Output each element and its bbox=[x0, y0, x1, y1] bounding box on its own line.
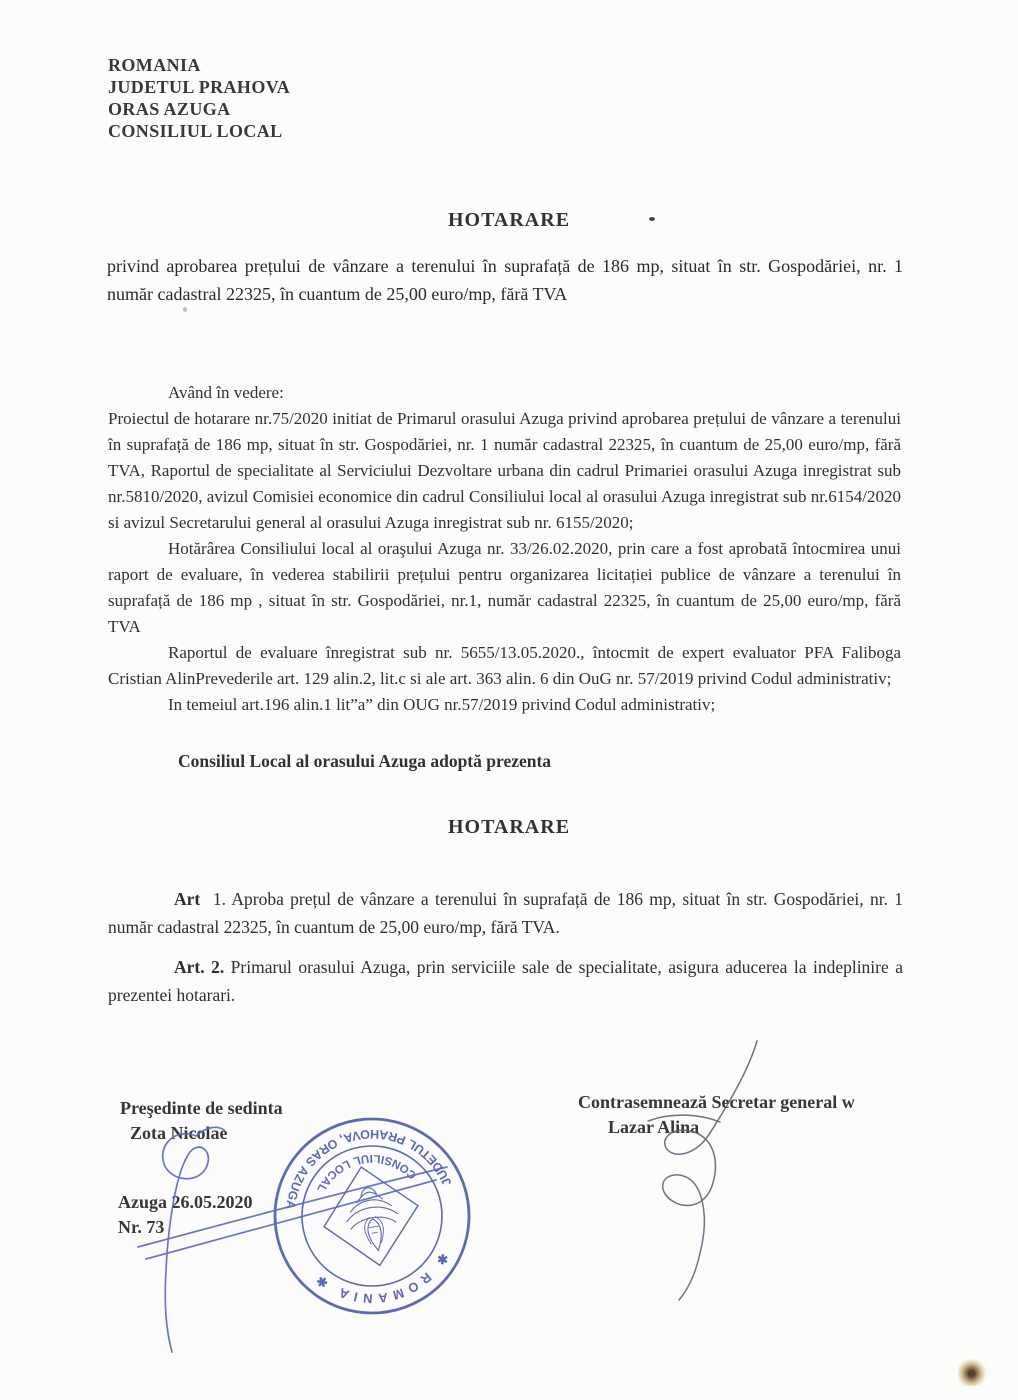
article-2-text: Primarul orasului Azuga, prin serviciile sale de specialitate, asigura aducerea la indeplinire a prezentei hotarari. bbox=[108, 957, 904, 1005]
president-role: Preşedinte de sedinta bbox=[120, 1098, 283, 1118]
president-name: Zota Nicolae bbox=[130, 1123, 228, 1143]
council-stamp bbox=[269, 1113, 475, 1319]
decision-number: Nr. 73 bbox=[118, 1217, 165, 1237]
article-1 bbox=[108, 886, 903, 941]
countersign-name: Lazar Alina bbox=[608, 1117, 700, 1137]
stamp-text-county: JUDETUL PRAHOVA, ORAS AZUGA bbox=[283, 1126, 455, 1211]
president-signature-block bbox=[120, 1096, 283, 1146]
scan-artifact-dot bbox=[649, 217, 655, 221]
document-subtitle: privind aprobarea prețului de vânzare a terenului în suprafață de 186 mp, situat în str. Gospodăriei, nr. 1 număr cadastral 22325, în cuantum de 25,00 euro/mp, fără TVA bbox=[107, 256, 903, 304]
article-1-text: 1. Aproba prețul de vânzare a terenului în suprafață de 186 mp, situat în str. Gospodăriei, nr. 1 număr cadastral 22325, în cuantum de 25,00 euro/mp, fără TVA. bbox=[108, 889, 904, 937]
secretary-ink-signature bbox=[648, 1041, 757, 1300]
article-1-label: Art bbox=[174, 889, 201, 909]
preamble-paragraph: In temeiul art.196 alin.1 lit”a” din OUG nr.57/2019 privind Codul administrativ; bbox=[168, 695, 716, 714]
scan-artifact-smudge bbox=[958, 1358, 988, 1386]
preamble-paragraph: Raportul de evaluare înregistrat sub nr. 5655/13.05.2020., întocmit de expert evaluator PFA Faliboga Cristian AlinPrevederile art. 129 alin.2, lit.c si ale art. 363 alin. 6 din OuG nr. 57/2019 privind Codul administrativ; bbox=[108, 643, 901, 688]
place-date-block bbox=[118, 1190, 253, 1240]
secretary-signature-block bbox=[578, 1090, 855, 1140]
article-2 bbox=[108, 954, 903, 1009]
preamble-paragraph: Proiectul de hotarare nr.75/2020 initiat de Primarul orasului Azuga privind aprobarea prețului de vânzare a terenului în suprafață de 186 mp, situat în str. Gospodăriei, nr. 1 număr cadastral 22325, în cuantum de 25,00 euro/mp, fără TVA, Raportul de specialitate al Serviciului Dezvoltare urbana din cadrul Primariei orasului Azuga inregistrat sub nr.5810/2020, avizul Comisiei economice din cadrul Consiliului local al orasului Azuga inregistrat sub nr.6154/2020 si avizul Secretarului general al orasului Azuga inregistrat sub nr. 6155/2020; bbox=[108, 409, 901, 532]
svg-text:✱ ROMANIA ✱ bbox=[308, 1249, 457, 1317]
stamp-text-romania: ✱ ROMANIA ✱ bbox=[309, 1250, 452, 1307]
letterhead-line-country: ROMANIA bbox=[108, 55, 201, 75]
letterhead-line-council: CONSILIUL LOCAL bbox=[108, 121, 283, 141]
preamble-paragraph: Hotărârea Consiliului local al oraşului Azuga nr. 33/26.02.2020, prin care a fost aprobată întocmirea unui raport de evaluare, în vederea stabilirii prețului pentru organizarea licitației publice de vânzare a terenului în suprafață de 186 mp , situat în str. Gospodăriei, nr.1, număr cadastral 22325, în cuantum de 25,00 euro/mp, fără TVA bbox=[108, 539, 901, 636]
article-2-label: Art. 2. bbox=[174, 957, 225, 977]
stamp-outer-circle bbox=[269, 1113, 475, 1319]
decision-title: HOTARARE bbox=[447, 816, 571, 838]
place-date: Azuga 26.05.2020 bbox=[118, 1192, 253, 1212]
stamp-text-council: CONSILIUL LOCAL bbox=[313, 1151, 419, 1195]
preamble-intro: Având în vedere: bbox=[168, 383, 284, 402]
letterhead bbox=[108, 54, 290, 142]
letterhead-line-city: ORAS AZUGA bbox=[108, 99, 231, 119]
countersign-role: Contrasemnează Secretar general w bbox=[578, 1092, 855, 1112]
adoption-line: Consiliul Local al orasului Azuga adoptă prezenta bbox=[178, 751, 552, 771]
letterhead-line-county: JUDETUL PRAHOVA bbox=[108, 77, 291, 97]
preamble bbox=[108, 380, 901, 718]
document-title: HOTARARE bbox=[447, 209, 571, 231]
